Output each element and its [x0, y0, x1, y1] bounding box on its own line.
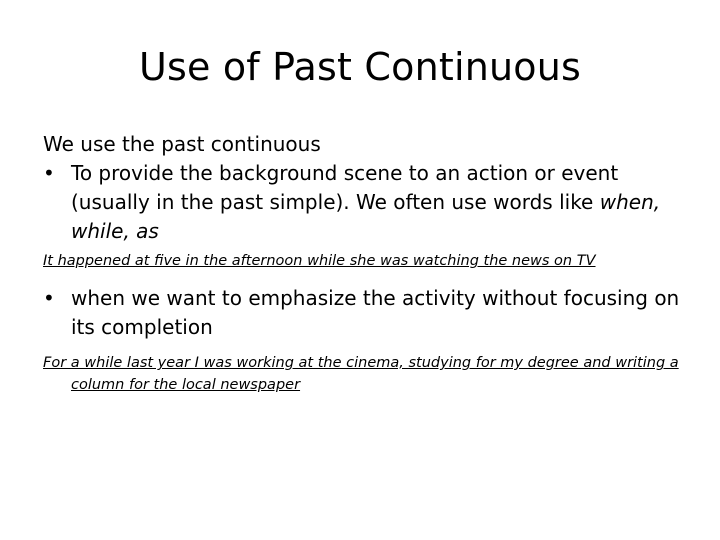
bullet-marker: •: [43, 286, 55, 310]
bullet-marker: •: [43, 161, 55, 185]
slide-title: Use of Past Continuous: [138, 45, 582, 89]
bullet-text: when we want to emphasize the activity without focusing on its completion: [71, 286, 680, 339]
bullet-item-background: [43, 159, 683, 246]
example-sentence-2: For a while last year I was working at the cinema, studying for my degree and writing a column for the local newspaper: [43, 355, 679, 393]
bullet-item-emphasize: [43, 284, 683, 342]
slide-body: [43, 130, 683, 396]
intro-text: We use the past continuous: [43, 132, 321, 156]
bullet-emphasis: when, while, as: [71, 190, 661, 243]
bullet-text: To provide the background scene to an action or event (usually in the past simple). We often use words like: [71, 161, 619, 214]
example-sentence-1: It happened at five in the afternoon while she was watching the news on TV: [43, 253, 596, 269]
